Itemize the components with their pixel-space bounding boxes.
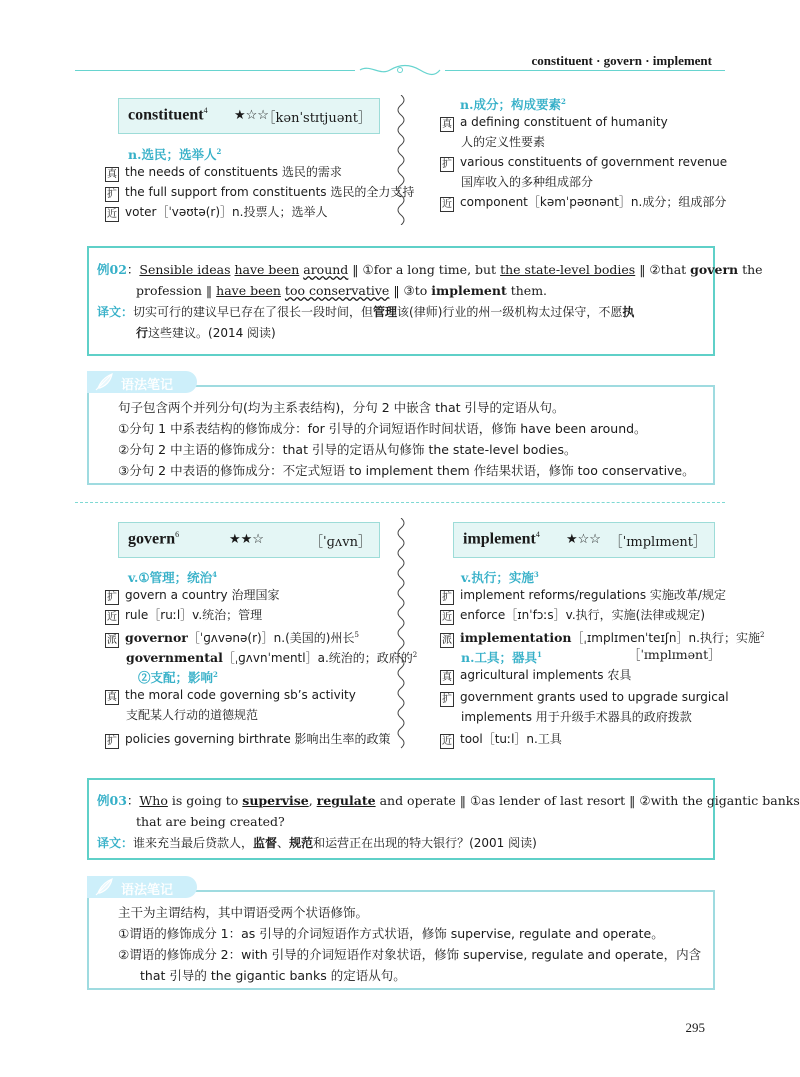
grammar-note: that 引导的 the gigantic banks 的定语从句。 bbox=[140, 968, 406, 983]
header-ornament-icon bbox=[355, 64, 445, 76]
grammar-note: 句子包含两个并列分句(均为主系表结构)，分句 2 中嵌含 that 引导的定语从句。 bbox=[118, 400, 565, 415]
example-sentence: 例02：Sensible ideas have been around ‖ ①for a long time, but the state-level bodies ‖ ②that govern the bbox=[97, 262, 763, 277]
grammar-header-1 bbox=[87, 371, 197, 393]
list-item: 近 voter［ˈvəʊtə(r)］n.投票人；选举人 bbox=[107, 205, 328, 220]
list-item-translation: 人的定义性要素 bbox=[461, 135, 546, 149]
grammar-note: ②分句 2 中主语的修饰成分：that 引导的定语从句修饰 the state-level bodies。 bbox=[118, 442, 577, 457]
list-item: 真 the needs of constituents 选民的需求 bbox=[107, 165, 342, 180]
list-item: 派 implementation［ˌɪmplɪmenˈteɪʃn］n.执行；实施$^2$ bbox=[442, 630, 765, 647]
headword: govern$^6$ bbox=[128, 530, 180, 548]
headword-box-constituent bbox=[118, 98, 380, 134]
running-title: constituent · govern · implement bbox=[531, 53, 712, 68]
example-translation: 译文：谁来充当最后贷款人，监督、规范和运营正在出现的特大银行？(2001 阅读) bbox=[97, 836, 537, 850]
list-item-translation: implements 用于升级手术器具的政府拨款 bbox=[461, 710, 692, 724]
list-item: 扩 policies governing birthrate 影响出生率的政策 bbox=[107, 732, 391, 747]
example-sentence-cont: profession ‖ have been too conservative ‖ ③to implement them. bbox=[136, 283, 548, 298]
phonetic: ［kənˈstɪtjuənt］ bbox=[262, 111, 371, 126]
section-divider bbox=[75, 502, 725, 503]
list-item: 扩 government grants used to upgrade surgical bbox=[442, 690, 729, 705]
list-item: 真 a defining constituent of humanity bbox=[442, 115, 668, 130]
grammar-header-2 bbox=[87, 876, 197, 898]
star-rating: ★☆☆ bbox=[234, 108, 269, 123]
sense-label: ②支配；影响$^2$ bbox=[138, 670, 218, 686]
grammar-note: ①分句 1 中系表结构的修饰成分：for 引导的介词短语作时间状语，修饰 have been around。 bbox=[118, 421, 647, 436]
page-number: 295 bbox=[685, 1020, 705, 1035]
list-item: 扩 govern a country 治理国家 bbox=[107, 588, 280, 603]
list-item: 近 enforce［ɪnˈfɔːs］v.执行，实施(法律或规定) bbox=[442, 608, 706, 623]
list-item: 扩 the full support from constituents 选民的全力支持 bbox=[107, 185, 415, 200]
sense-label: v.执行；实施$^3$ bbox=[461, 570, 539, 586]
list-item: 扩 implement reforms/regulations 实施改革/规定 bbox=[442, 588, 726, 603]
phonetic: ［ˈɡʌvn］ bbox=[310, 535, 371, 550]
list-item: 近 tool［tuːl］n.工具 bbox=[442, 732, 562, 747]
quill-pen-icon bbox=[93, 372, 115, 392]
list-item: 真 agricultural implements 农具 bbox=[442, 668, 632, 683]
grammar-note: ③分句 2 中表语的修饰成分：不定式短语 to implement them 作结果状语，修饰 too conservative。 bbox=[118, 463, 695, 478]
example-translation-cont: 行这些建议。(2014 阅读) bbox=[136, 326, 276, 340]
grammar-title: 语法笔记 bbox=[121, 883, 174, 898]
list-item-translation: 国库收入的多种组成部分 bbox=[461, 175, 594, 189]
star-rating: ★☆☆ bbox=[566, 532, 601, 547]
headword-box-implement bbox=[453, 522, 715, 558]
quill-pen-icon bbox=[93, 877, 115, 897]
list-item: governmental［ˌɡʌvnˈmentl］a.统治的；政府的$^2$ bbox=[126, 650, 418, 666]
sense-label: n.成分；构成要素$^2$ bbox=[460, 97, 566, 113]
divider-zigzag-icon bbox=[394, 518, 408, 754]
headword: implement$^4$ bbox=[463, 530, 540, 548]
headword-box-govern bbox=[118, 522, 380, 558]
phonetic: ［ˈɪmplɪmənt］ bbox=[628, 647, 721, 662]
list-item: 真 the moral code governing sb’s activity bbox=[107, 688, 356, 703]
grammar-title: 语法笔记 bbox=[121, 378, 174, 393]
divider-zigzag-icon bbox=[394, 95, 408, 225]
list-item: 扩 various constituents of government revenue bbox=[442, 155, 728, 170]
list-item: 近 component［kəmˈpəʊnənt］n.成分；组成部分 bbox=[442, 195, 727, 210]
grammar-note: ①谓语的修饰成分 1：as 引导的介词短语作方式状语，修饰 supervise, regulate and operate。 bbox=[118, 926, 664, 941]
list-item-translation: 支配某人行动的道德规范 bbox=[126, 708, 259, 722]
example-translation: 译文：切实可行的建议早已存在了很长一段时间，但管理该(律师)行业的州一级机构太过保守，不愿执 bbox=[97, 305, 635, 319]
grammar-note: 主干为主谓结构，其中谓语受两个状语修饰。 bbox=[118, 905, 369, 920]
phonetic: ［ˈɪmplɪment］ bbox=[609, 535, 706, 550]
sense-label: n.工具；器具$^1$ bbox=[461, 650, 542, 666]
list-item: 近 rule［ruːl］v.统治；管理 bbox=[107, 608, 263, 623]
grammar-note: ②谓语的修饰成分 2：with 引导的介词短语作对象状语，修饰 supervise, regulate and operate，内含 bbox=[118, 947, 702, 962]
sense-label: v.①管理；统治$^4$ bbox=[128, 570, 217, 586]
sense-label: n.选民；选举人$^2$ bbox=[128, 147, 222, 163]
headword: constituent$^4$ bbox=[128, 106, 208, 124]
star-rating: ★★☆ bbox=[229, 532, 264, 547]
example-sentence-cont: that are being created? bbox=[136, 814, 285, 829]
list-item: 派 governor［ˈɡʌvənə(r)］n.(美国的)州长$^5$ bbox=[107, 630, 359, 647]
example-sentence: 例03：Who is going to supervise, regulate and operate ‖ ①as lender of last resort ‖ ②with the gigantic banks bbox=[97, 793, 800, 808]
